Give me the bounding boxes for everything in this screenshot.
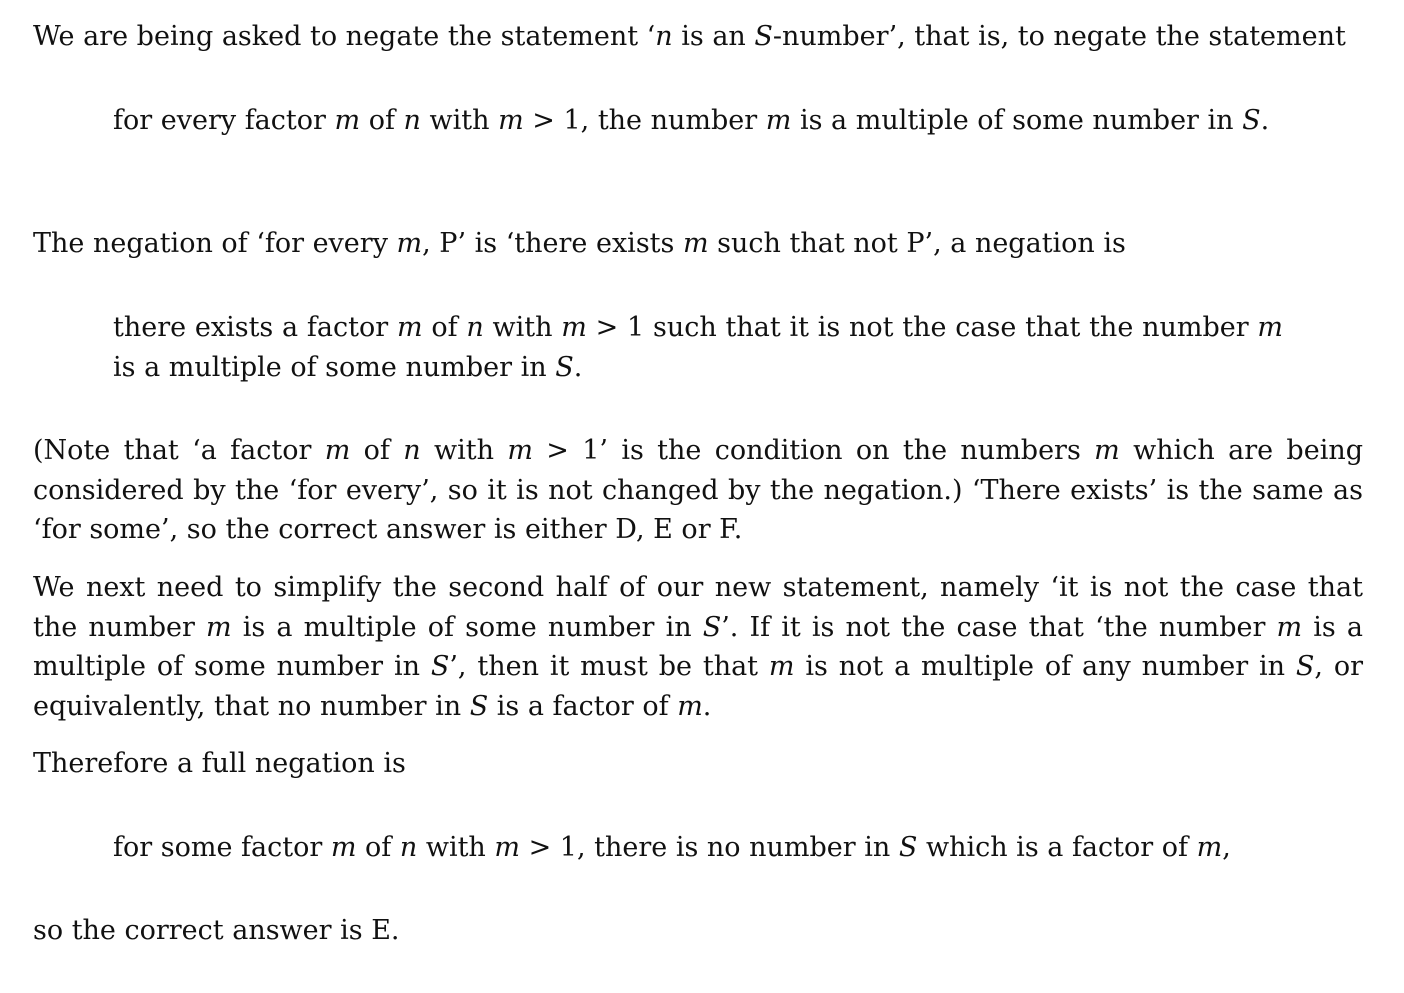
math-variable: m bbox=[494, 832, 521, 863]
math-variable: S bbox=[430, 651, 450, 682]
quote-full-negation bbox=[113, 828, 1283, 868]
math-variable: m bbox=[330, 832, 357, 863]
math-variable: m bbox=[765, 105, 792, 136]
math-variable: m bbox=[768, 651, 795, 682]
math-variable: S bbox=[1295, 651, 1315, 682]
text-run: , bbox=[1222, 832, 1231, 863]
math-variable: n bbox=[403, 105, 421, 136]
math-variable: S bbox=[754, 21, 773, 52]
paragraph-therefore bbox=[33, 744, 1363, 784]
math-variable: S bbox=[898, 832, 918, 863]
text-run: with bbox=[417, 832, 495, 863]
text-run: which is a factor of bbox=[917, 832, 1197, 863]
text-run: > 1, there is no number in bbox=[520, 832, 899, 863]
text-run: , or equivalently, that no number in bbox=[33, 651, 1363, 722]
math-variable: m bbox=[324, 435, 351, 466]
math-variable: m bbox=[334, 105, 361, 136]
math-variable: m bbox=[1094, 435, 1120, 466]
text-run: of bbox=[422, 312, 467, 343]
math-variable: m bbox=[682, 228, 709, 259]
math-variable: S bbox=[1242, 105, 1261, 136]
math-variable: m bbox=[396, 312, 423, 343]
math-variable: m bbox=[1257, 312, 1283, 343]
math-variable: m bbox=[561, 312, 587, 343]
quote-first-negation bbox=[113, 308, 1283, 387]
math-variable: m bbox=[206, 611, 232, 643]
text-run: of bbox=[356, 832, 400, 863]
paragraph-simplify bbox=[33, 568, 1363, 726]
text-run: is a multiple of some number in bbox=[33, 611, 1363, 682]
quote-original-statement bbox=[113, 101, 1283, 141]
paragraph-conclusion bbox=[33, 911, 1363, 951]
text-run: The negation of ‘for every bbox=[33, 228, 397, 259]
text-run: -number’, that is, to negate the statement bbox=[772, 21, 1346, 52]
math-variable: n bbox=[403, 435, 421, 466]
text-run: with bbox=[420, 435, 508, 466]
math-variable: n bbox=[466, 312, 484, 343]
text-run: of bbox=[350, 435, 404, 466]
text-run: for some factor bbox=[113, 832, 331, 863]
text-run: Therefore a full negation is bbox=[33, 748, 406, 779]
text-run: ’. If it is not the case that ‘the number bbox=[721, 611, 1277, 643]
text-run: so the correct answer is E. bbox=[33, 915, 400, 946]
math-variable: S bbox=[555, 351, 574, 383]
math-variable: m bbox=[507, 435, 533, 466]
text-run: such that not P’, a negation is bbox=[708, 228, 1126, 259]
text-run: which are being considered by the ‘for every’, so it is not changed by the negation.) ‘There exists’ is the same as ‘for some’, so the correct answer is either D, E or F. bbox=[33, 435, 1364, 545]
text-run: is a factor of bbox=[488, 690, 678, 722]
text-run: > 1, the number bbox=[523, 105, 766, 136]
text-run: is a multiple of some number in bbox=[231, 611, 703, 643]
text-run: for every factor bbox=[113, 105, 335, 136]
math-variable: S bbox=[702, 611, 722, 643]
text-run: . bbox=[1260, 105, 1270, 136]
text-run: . bbox=[702, 690, 712, 722]
text-run: ’, then it must be that bbox=[449, 651, 769, 682]
text-run: with bbox=[420, 105, 499, 136]
text-run: is a multiple of some number in bbox=[791, 105, 1243, 136]
text-run: , P’ is ‘there exists bbox=[422, 228, 683, 259]
math-variable: m bbox=[396, 228, 423, 259]
paragraph-negation-rule bbox=[33, 224, 1363, 264]
text-run: (Note that ‘a factor bbox=[33, 435, 325, 466]
paragraph-intro bbox=[33, 17, 1363, 57]
math-variable: m bbox=[1276, 611, 1303, 643]
text-run: . bbox=[573, 351, 583, 383]
math-variable: S bbox=[469, 690, 489, 722]
text-run: is not a multiple of any number in bbox=[794, 651, 1296, 682]
text-run: > 1’ is the condition on the numbers bbox=[532, 435, 1095, 466]
text-run: is a multiple of some number in bbox=[113, 351, 556, 383]
math-variable: n bbox=[399, 832, 418, 863]
math-variable: n bbox=[655, 21, 673, 52]
text-run: is an bbox=[672, 21, 755, 52]
text-run: with bbox=[483, 312, 562, 343]
text-run: > 1 such that it is not the case that the number bbox=[586, 312, 1258, 343]
paragraph-note bbox=[33, 431, 1363, 550]
text-run: We are being asked to negate the statement ‘ bbox=[33, 21, 656, 52]
text-run: of bbox=[360, 105, 404, 136]
text-run: We next need to simplify the second half of our new statement, namely ‘it is not the case that the number bbox=[33, 572, 1363, 643]
math-variable: m bbox=[677, 690, 703, 722]
text-run: there exists a factor bbox=[113, 312, 397, 343]
math-variable: m bbox=[1196, 832, 1223, 863]
math-variable: m bbox=[498, 105, 524, 136]
